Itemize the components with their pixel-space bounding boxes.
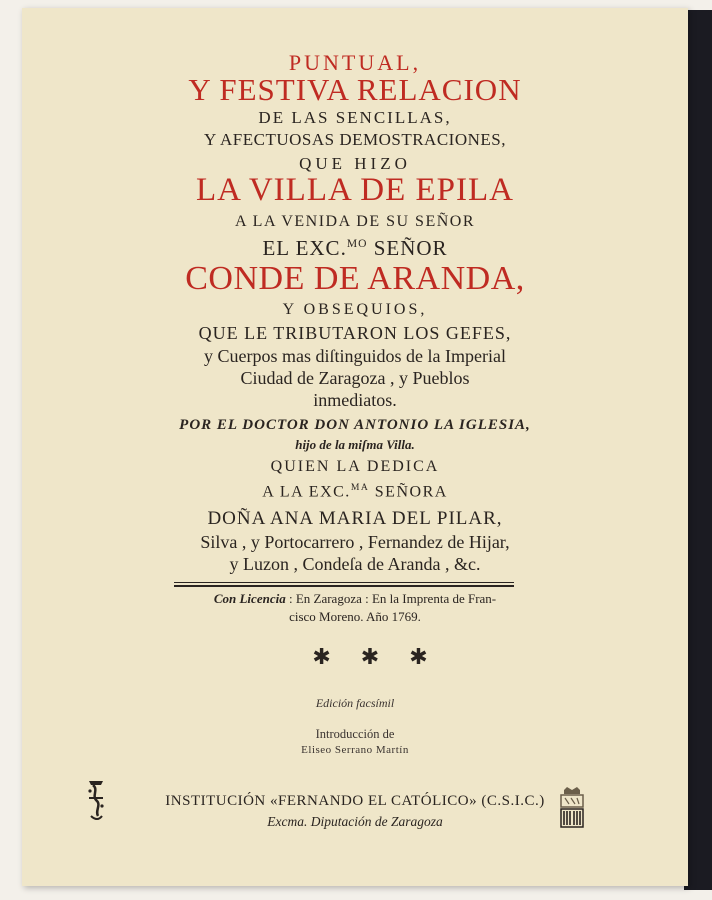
dedication-line-2-a: A LA EXC. [262,483,351,501]
title-line-6: LA VILLA DE EPILA [196,172,514,208]
title-line-4: Y AFECTUOSAS DEMOSTRACIONES, [204,130,506,149]
imprint-line-1 [22,591,688,607]
imprint-rule-thick [174,585,514,587]
introduction-label: Introducción de [315,727,395,741]
ornament-stars: ✱✱✱ [312,644,458,669]
dedicatee-name-2: Silva , y Portocarrero , Fernandez de Hijar, [200,532,510,552]
title-line-12: y Cuerpos mas diſtinguidos de la Imperial [204,346,506,366]
imprint-rule-thin [174,582,514,583]
title-line-3: DE LAS SENCILLAS, [258,108,452,127]
coat-of-arms-icon [555,786,589,830]
title-line-8-a: EL EXC. [262,236,347,260]
dedicatee-name-3: y Luzon , Condeſa de Aranda , &c. [229,554,481,574]
title-line-11: QUE LE TRIBUTARON LOS GEFES, [198,323,512,343]
title-line-8-sup: MO [346,238,368,250]
dedication-line-1: QUIEN LA DEDICA [270,458,440,475]
title-line-14: inmediatos. [313,390,397,410]
title-line-9: CONDE DE ARANDA, [185,260,525,297]
title-line-10: Y OBSEQUIOS, [282,301,428,318]
title-line-2: Y FESTIVA RELACION [188,72,522,107]
publisher-subtitle: Excma. Diputación de Zaragoza [267,814,443,829]
dedication-line-2 [22,482,688,501]
imprint-licencia: Con Licencia [213,591,286,606]
title-line-13: Ciudad de Zaragoza , y Pueblos [240,368,470,388]
book-spine [684,10,712,890]
title-line-8 [22,236,688,261]
book-cover [22,8,688,886]
introduction-author: Eliseo Serrano Martín [301,744,409,756]
dedication-line-2-b: SEÑORA [369,483,448,501]
dedicatee-name-1: DOÑA ANA MARIA DEL PILAR, [207,508,503,529]
imprint-line-2: cisco Moreno. Año 1769. [289,609,421,624]
edition-label: Edición facsímil [315,696,395,710]
dedication-line-2-sup: MA [350,482,370,493]
title-line-1: PUNTUAL, [288,50,422,75]
author-note: hijo de la miſma Villa. [295,437,415,452]
imprint-line-1-text: : En Zaragoza : En la Imprenta de Fran- [285,591,497,606]
title-line-5: QUE HIZO [299,154,411,173]
title-line-8-b: SEÑOR [367,236,448,260]
author-line: POR EL DOCTOR DON ANTONIO LA IGLESIA, [179,417,531,433]
title-line-7: A LA VENIDA DE SU SEÑOR [235,213,475,230]
publisher-name: INSTITUCIÓN «FERNANDO EL CATÓLICO» (C.S.I.C.) [165,793,545,809]
